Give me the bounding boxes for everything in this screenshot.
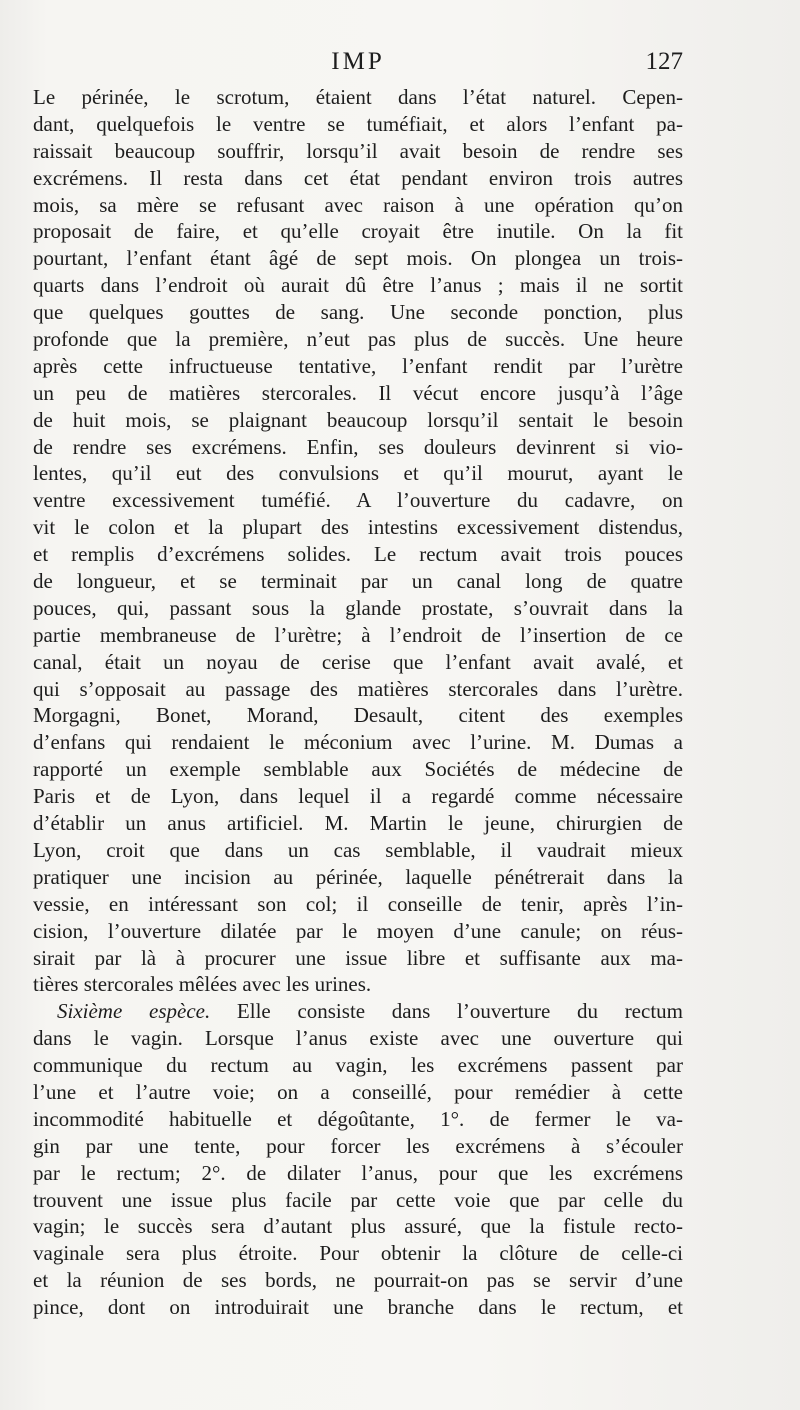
text-line: vagin; le succès sera d’autant plus assuré, que la fistule recto-	[33, 1214, 683, 1239]
section-title: Sixième espèce.	[57, 999, 211, 1024]
text-line: cision, l’ouverture dilatée par le moyen d’une canule; on réus-	[33, 918, 683, 943]
text-line: que quelques gouttes de sang. Une seconde ponction, plus	[33, 300, 683, 325]
text-line: un peu de matières stercorales. Il vécut encore jusqu’à l’âge	[33, 380, 683, 405]
text-line: excrémens. Il resta dans cet état pendant environ trois autres	[33, 165, 683, 190]
text-line: lentes, qu’il eut des convulsions et qu’il mourut, ayant le	[33, 461, 683, 486]
text-line: rapporté un exemple semblable aux Sociétés de médecine de	[33, 757, 683, 782]
text-line: dans le vagin. Lorsque l’anus existe avec une ouverture qui	[33, 1026, 683, 1051]
section-lead: Elle consiste dans l’ouverture du rectum	[236, 999, 683, 1024]
text-line: pouces, qui, passant sous la glande prostate, s’ouvrait dans la	[33, 595, 683, 620]
text-line: qui s’opposait au passage des matières stercorales dans l’urètre.	[33, 676, 683, 701]
text-line: Paris et de Lyon, dans lequel il a regardé comme nécessaire	[33, 784, 683, 809]
text-line: Le périnée, le scrotum, étaient dans l’état naturel. Cepen-	[33, 85, 683, 109]
running-head: IMP	[331, 48, 385, 75]
text-line: proposait de faire, et qu’elle croyait être inutile. On la fit	[33, 219, 683, 244]
text-line: l’une et l’autre voie; on a conseillé, pour remédier à cette	[33, 1079, 683, 1104]
text-line: d’enfans qui rendaient le méconium avec l’urine. M. Dumas a	[33, 730, 683, 755]
text-line: canal, était un noyau de cerise que l’enfant avait avalé, et	[33, 649, 683, 674]
text-line: après cette infructueuse tentative, l’enfant rendit par l’urètre	[33, 353, 683, 378]
text-line: vessie, en intéressant son col; il conseille de tenir, après l’in-	[33, 891, 683, 916]
text-line: vit le colon et la plupart des intestins excessivement distendus,	[33, 515, 683, 540]
text-line: profonde que la première, n’eut pas plus de succès. Une heure	[33, 327, 683, 352]
text-line: ventre excessivement tuméfié. A l’ouverture du cadavre, on	[33, 488, 683, 513]
text-line: Lyon, croit que dans un cas semblable, il vaudrait mieux	[33, 837, 683, 862]
text-line: communique du rectum au vagin, les excrémens passent par	[33, 1053, 683, 1078]
text-line: de huit mois, se plaignant beaucoup lorsqu’il sentait le besoin	[33, 407, 683, 432]
text-line: sirait par là à procurer une issue libre et suffisante aux ma-	[33, 945, 683, 970]
text-line: pratiquer une incision au périnée, laquelle pénétrerait dans la	[33, 864, 683, 889]
text-line: et remplis d’excrémens solides. Le rectum avait trois pouces	[33, 542, 683, 567]
text-line: trouvent une issue plus facile par cette voie que par celle du	[33, 1187, 683, 1212]
text-line: gin par une tente, pour forcer les excrémens à s’écouler	[33, 1133, 683, 1158]
text-line: partie membraneuse de l’urètre; à l’endroit de l’insertion de ce	[33, 622, 683, 647]
text-line: quarts dans l’endroit où aurait dû être l’anus ; mais il ne sortit	[33, 273, 683, 298]
text-line: incommodité habituelle et dégoûtante, 1°. de fermer le va-	[33, 1106, 683, 1131]
paragraph	[33, 84, 683, 998]
text-line: pourtant, l’enfant étant âgé de sept mois. On plongea un trois-	[33, 246, 683, 271]
text-line: mois, sa mère se refusant avec raison à une opération qu’on	[33, 192, 683, 217]
text-line: d’établir un anus artificiel. M. Martin le jeune, chirurgien de	[33, 811, 683, 836]
text-line: raissait beaucoup souffrir, lorsqu’il avait besoin de rendre ses	[33, 138, 683, 163]
text-line: tières stercorales mêlées avec les urines.	[33, 972, 372, 997]
page-number: 127	[645, 48, 683, 75]
text-line: pince, dont on introduirait une branche dans le rectum, et	[33, 1295, 683, 1320]
text-line: dant, quelquefois le ventre se tuméfiait, et alors l’enfant pa-	[33, 111, 683, 136]
text-line: Morgagni, Bonet, Morand, Desault, citent des exemples	[33, 703, 683, 728]
text-line: de rendre ses excrémens. Enfin, ses douleurs devinrent si vio-	[33, 434, 683, 459]
page-header	[33, 48, 683, 88]
paragraph-section	[33, 998, 683, 1321]
text-line	[33, 998, 683, 1025]
text-line: vaginale sera plus étroite. Pour obtenir la clôture de celle-ci	[33, 1241, 683, 1266]
body-text	[33, 84, 683, 1321]
text-line: et la réunion de ses bords, ne pourrait-on pas se servir d’une	[33, 1268, 683, 1293]
text-line: par le rectum; 2°. de dilater l’anus, pour que les excrémens	[33, 1160, 683, 1185]
text-line: de longueur, et se terminait par un canal long de quatre	[33, 569, 683, 594]
